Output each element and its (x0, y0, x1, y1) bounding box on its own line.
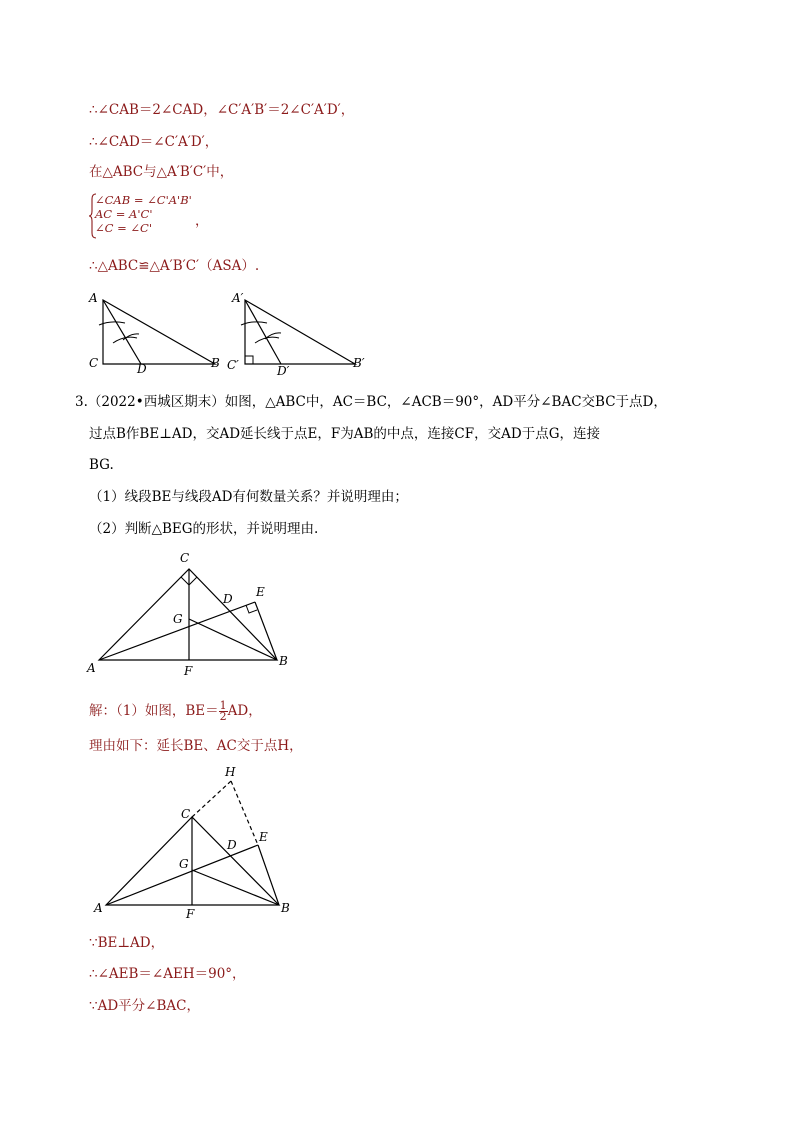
label-a-prime: A′ (232, 291, 244, 305)
label-a: A (87, 661, 96, 675)
solution-intro (89, 701, 262, 722)
label-d: D (223, 592, 233, 606)
label-d: D (227, 838, 237, 852)
label-f: F (186, 907, 195, 921)
proof-line-3: 在△ABC与△A′B′C′中， (89, 164, 234, 180)
label-b: B (279, 654, 288, 668)
proof-line-2: ∴∠CAD＝∠C′A′D′， (89, 134, 219, 150)
question-1: （1）线段BE与线段AD有何数量关系？并说明理由； (89, 489, 408, 505)
system-comma: ， (195, 213, 209, 229)
ad-label: AD， (227, 703, 262, 719)
label-a: A (94, 901, 103, 915)
proof-conclusion: ∴△ABC≌△A′B′C′（ASA）. (89, 258, 260, 274)
label-b: B (281, 901, 290, 915)
problem-3-line-3: BG. (89, 457, 114, 473)
congruence-system (89, 193, 249, 239)
be-label: BE＝ (185, 703, 219, 719)
figure-triangle-abc (85, 285, 225, 375)
problem-3-line-1: 3.（2022•西城区期末）如图，△ABC中，AC＝BC，∠ACB＝90°，AD平分∠BAC交BC于点D， (75, 394, 667, 410)
label-c: C (181, 807, 191, 821)
label-b: B (211, 356, 220, 370)
label-e: E (259, 830, 268, 844)
label-c: C (180, 551, 190, 565)
label-c: C (89, 356, 99, 370)
fraction-denominator: 2 (219, 710, 227, 723)
label-g: G (173, 612, 183, 626)
label-a: A (89, 291, 98, 305)
question-2: （2）判断△BEG的形状，并说明理由. (89, 521, 319, 537)
figure-triangle-abc-prime (225, 285, 375, 377)
label-b-prime: B′ (353, 356, 365, 370)
label-g: G (179, 857, 189, 871)
label-c-prime: C′ (227, 358, 239, 372)
problem-3-line-2: 过点B作BE⊥AD，交AD延长线于点E，F为AB的中点，连接CF，交AD于点G，连接 (89, 426, 600, 442)
solution-intro-text: 解：（1）如图， (89, 703, 186, 719)
solution-line-2: ∴∠AEB＝∠AEH＝90°， (89, 966, 246, 982)
solution-reason: 理由如下：延长BE、AC交于点H， (89, 738, 303, 754)
label-e: E (256, 585, 265, 599)
system-line-2: AC = A'C' (95, 207, 153, 221)
fraction-numerator: 1 (219, 699, 227, 712)
label-f: F (184, 664, 193, 678)
figure-solution (85, 760, 300, 925)
system-line-3: ∠C = ∠C' (95, 221, 152, 235)
label-d: D (137, 362, 147, 375)
solution-line-3: ∵AD平分∠BAC， (89, 998, 200, 1014)
system-line-1: ∠CAB = ∠C'A'B' (95, 193, 192, 207)
fraction-one-half (219, 701, 228, 722)
solution-line-1: ∵BE⊥AD， (89, 935, 165, 951)
figure-problem-3 (85, 545, 300, 680)
label-d-prime: D′ (277, 364, 290, 377)
label-h: H (225, 765, 236, 779)
proof-line-1: ∴∠CAB＝2∠CAD，∠C′A′B′＝2∠C′A′D′， (89, 102, 355, 118)
